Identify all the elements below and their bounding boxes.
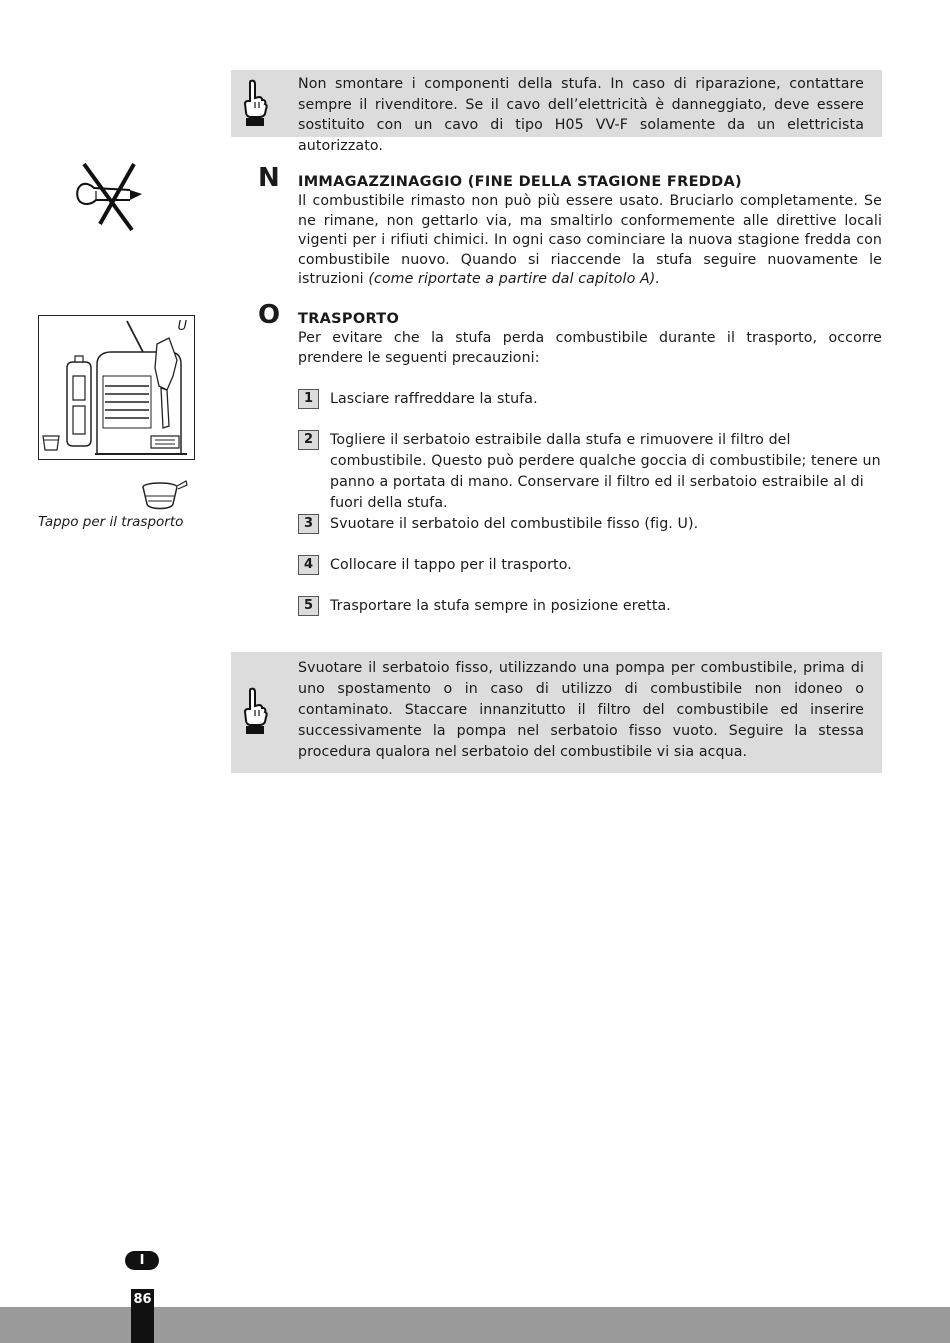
warning-note-bottom (231, 652, 882, 773)
step-text: Trasportare la stufa sempre in posizione eretta. (330, 598, 671, 614)
language-badge: I (125, 1251, 159, 1270)
figure-caption: Tappo per il trasporto (38, 514, 184, 530)
section-body-o: Per evitare che la stufa perda combustibile durante il trasporto, occorre prendere le seguenti precauzioni: (298, 330, 882, 366)
step-number: 3 (298, 514, 319, 534)
step-text: Lasciare raffreddare la stufa. (330, 391, 538, 407)
figure-u (38, 315, 195, 460)
page-number: 86 (131, 1289, 154, 1343)
section-letter-o: O (258, 300, 281, 330)
step-text: Collocare il tappo per il trasporto. (330, 557, 572, 573)
step-number: 4 (298, 555, 319, 575)
section-title-o: TRASPORTO (298, 311, 400, 327)
figure-label: U (177, 319, 187, 334)
section-body-n (298, 192, 882, 290)
transport-cap-icon (140, 478, 188, 516)
section-title-n: IMMAGAZZINAGGIO (FINE DELLA STAGIONE FREDDA) (298, 174, 742, 190)
step-number: 2 (298, 430, 319, 450)
warning-text-bottom: Svuotare il serbatoio fisso, utilizzando una pompa per combustibile, prima di uno spostamento o in caso di utilizzo di combustibile non idoneo o contaminato. Staccare innanzitutto il filtro del combustibile ed inserire successivamente la pompa nel serbatoio fisso vuoto. Seguire la stessa procedura qualora nel serbatoio del combustibile vi sia acqua. (298, 660, 864, 760)
section-body-n-italic: (come riportate a partire dal capitolo A). (368, 271, 661, 287)
section-body-n-text: Il combustibile rimasto non può più essere usato. Bruciarlo completamente. Se ne rimane, non gettarlo via, ma smaltirlo conformemente alle direttive locali vigenti per i rifiuti chimici. In ogni caso cominciare la nuova stagione fredda con combustibile nuovo. Quando si riaccende la stufa seguire nuovamente le istruzioni (298, 193, 882, 287)
heater-pump-illustration (39, 316, 194, 459)
step-number: 5 (298, 596, 319, 616)
pointing-hand-icon (237, 78, 271, 128)
pointing-hand-icon (237, 686, 271, 736)
section-letter-n: N (258, 163, 280, 193)
step-number: 1 (298, 389, 319, 409)
warning-text-top: Non smontare i componenti della stufa. In caso di riparazione, contattare sempre il rivenditore. Se il cavo dell’elettricità è danneggiato, deve essere sostituito con un cavo di tipo H05 VV-F solamente da un elettricista autorizzato. (298, 76, 864, 154)
step-text: Togliere il serbatoio estraibile dalla stufa e rimuovere il filtro del combustibile. Questo può perdere qualche goccia di combustibile; tenere un panno a portata di mano. Conservare il filtro ed il serbatoio estraibile al di fuori della stufa. (330, 432, 881, 511)
step-text: Svuotare il serbatoio del combustibile fisso (fig. U). (330, 516, 699, 532)
warning-note-top (231, 70, 882, 154)
no-screwdriver-icon (72, 160, 146, 234)
